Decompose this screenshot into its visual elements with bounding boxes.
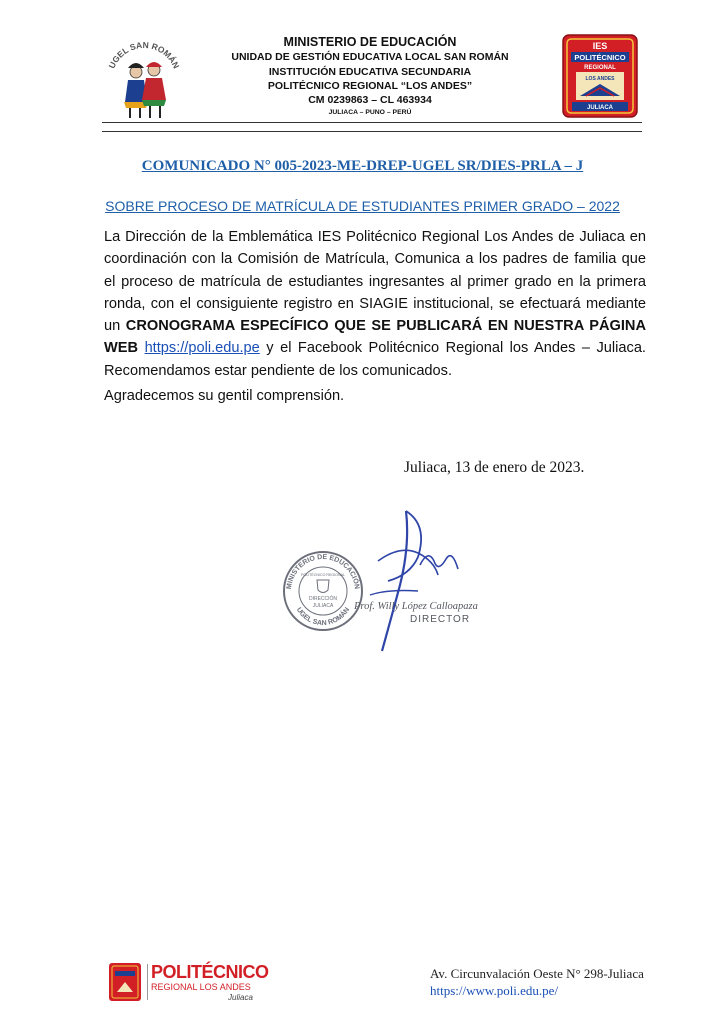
ies-politecnico-logo <box>562 34 638 118</box>
logo-motto: LOS ANDES <box>585 76 615 82</box>
body-paragraph <box>104 226 646 382</box>
footer-address: Av. Circunvalación Oeste N° 298-Juliaca <box>430 966 644 981</box>
document-subtitle: SOBRE PROCESO DE MATRÍCULA DE ESTUDIANTES PRIMER GRADO – 2022 <box>105 198 620 214</box>
logo-sub: REGIONAL <box>584 65 616 71</box>
document-title: COMUNICADO N° 005-2023-ME-DREP-UGEL SR/DIES-PRLA – J <box>141 158 584 174</box>
handwritten-signature <box>348 505 471 655</box>
footer-shield-icon <box>108 962 142 1002</box>
date-line: Juliaca, 13 de enero de 2023. <box>404 459 585 476</box>
footer-website[interactable]: https://www.poli.edu.pe/ <box>430 983 559 998</box>
footer-brand-divider <box>147 964 148 1000</box>
header-codes: CM 0239863 – CL 463934 <box>308 94 432 106</box>
logo-ies: IES <box>592 41 608 51</box>
stamp-center-1: DIRECCIÓN <box>308 596 338 602</box>
signer-role: DIRECTOR <box>410 614 471 625</box>
header-separator <box>102 122 642 132</box>
svg-text:UGEL SAN ROMÁN <box>107 40 182 70</box>
header-ugel-unit: UNIDAD DE GESTIÓN EDUCATIVA LOCAL SAN ROMÁN <box>231 51 509 63</box>
stamp-top-text: MINISTERIO DE EDUCACIÓN <box>285 553 361 590</box>
header-institution-type: INSTITUCIÓN EDUCATIVA SECUNDARIA <box>268 66 472 78</box>
header-ministry: MINISTERIO DE EDUCACIÓN <box>283 35 457 49</box>
paragraph-text-1: La Dirección de la Emblemática IES Politécnico Regional Los Andes de Juliaca en coordinación con la Comisión de Matrícula, Comunica a los padres de familia que el proceso de matrícula de estudiantes ingresantes al primer grado en la primera ronda, con el consiguiente registro en SIAGIE institucional, se efectuará mediante un <box>104 229 646 335</box>
paragraph-text-2: y el Facebook Politécnico Regional los Andes – Juliaca. Recomendamos estar pendiente de los comunicados. <box>104 340 646 379</box>
logo-city: JULIACA <box>586 105 614 111</box>
paragraph-bold-text: CRONOGRAMA ESPECÍFICO QUE SE PUBLICARÁ EN NUESTRA PÁGINA WEB <box>104 318 647 357</box>
header-institution-name: POLITÉCNICO REGIONAL “LOS ANDES” <box>267 80 473 92</box>
ugel-san-roman-logo <box>100 36 188 124</box>
footer-brand-name: POLITÉCNICO <box>151 962 269 982</box>
footer-brand-city: Juliaca <box>228 993 253 1002</box>
ugel-logo-label: UGEL SAN ROMÁN <box>106 39 182 70</box>
logo-name: POLITÉCNICO <box>574 53 626 62</box>
header-location: JULIACA – PUNO – PERÚ <box>328 109 412 116</box>
signer-name: Prof. Willy López Calloapaza <box>354 601 478 612</box>
stamp-sub-text: POLITÉCNICO REGIONAL <box>301 573 345 577</box>
footer-brand-sub: REGIONAL LOS ANDES <box>151 982 251 992</box>
stamp-bottom-text: UGEL SAN ROMÁN <box>294 606 352 628</box>
stamp-center-2: JULIACA <box>312 603 334 609</box>
website-link[interactable]: https://poli.edu.pe <box>144 340 260 357</box>
thanks-line: Agradecemos su gentil comprensión. <box>104 388 345 404</box>
